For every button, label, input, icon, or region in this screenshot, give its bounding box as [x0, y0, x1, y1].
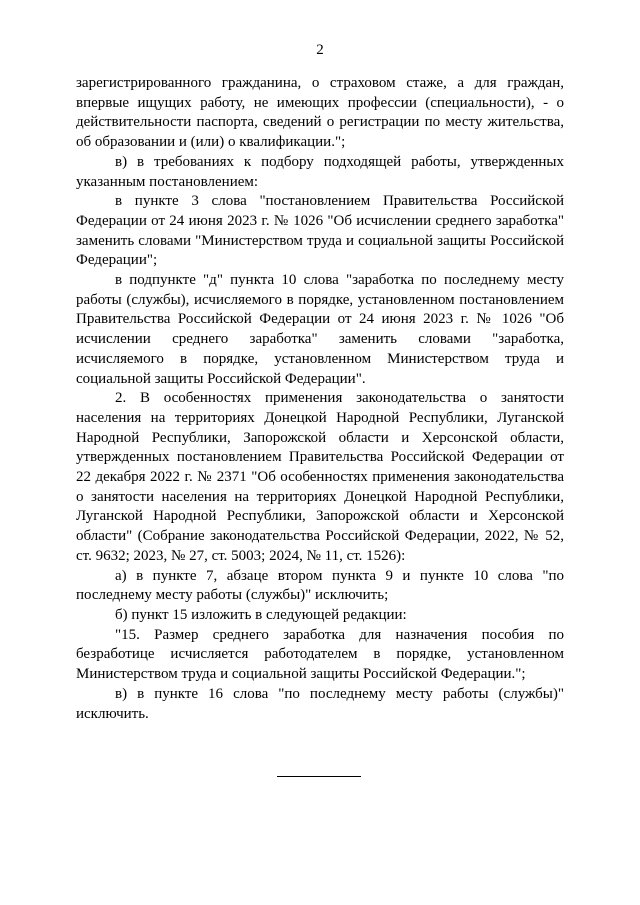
paragraph-subitem-b: б) пункт 15 изложить в следующей редакции: — [115, 606, 407, 623]
paragraph-subitem-a: а) в пункте 7, абзаце втором пункта 9 и пункте 10 слова "по последнему месту работы (службы)" исключить; — [76, 567, 564, 604]
document-body — [76, 74, 564, 724]
paragraph-subitem-v: в) в требованиях к подбору подходящей работы, утвержденных указанным постановлением: — [76, 153, 564, 190]
page-number: 2 — [316, 42, 324, 58]
paragraph-point-3: в пункте 3 слова "постановлением Правительства Российской Федерации от 24 июня 2023 г. № 1026 "Об исчислении среднего заработка" заменить словами "Министерством труда и социальной защиты Российской Федерации"; — [76, 193, 564, 269]
paragraph-subitem-v-2: в) в пункте 16 слова "по последнему месту работы (службы)" исключить. — [76, 685, 564, 722]
paragraph-continuation: зарегистрированного гражданина, о страховом стаже, а для граждан, впервые ищущих работу, не имеющих профессии (специальности), - о действительности паспорта, сведений о регистрации по месту жительства, об образовании и (или) о квалификации."; — [76, 75, 564, 151]
paragraph-item-2: 2. В особенностях применения законодательства о занятости населения на территориях Донецкой Народной Республики, Луганской Народной Республики, Запорожской области и Херсонской области, утвержденных постановлением Правительства Российской Федерации от 22 декабря 2022 г. № 2371 "Об особенностях применения законодательства о занятости населения на территориях Донецкой Народной Республики, Луганской Народной Республики, Запорожской области и Херсонской области" (Собрание законодательства Российской Федерации, 2022, № 52, ст. 9632; 2023, № 27, ст. 5003; 2024, № 11, ст. 1526): — [76, 390, 564, 564]
paragraph-point-15-text: "15. Размер среднего заработка для назначения пособия по безработице исчисляется работодателем в порядке, установленном Министерством труда и социальной защиты Российской Федерации."; — [76, 626, 564, 683]
end-of-text-rule — [277, 776, 361, 777]
paragraph-point-10: в подпункте "д" пункта 10 слова "заработка по последнему месту работы (службы), исчисляемого в порядке, установленном постановлением Правительства Российской Федерации от 24 июня 2023 г. № 1026 "Об исчислении среднего заработка" заменить словами "заработка, исчисляемого в порядке, установленном Министерством труда и социальной защиты Российской Федерации". — [76, 272, 564, 387]
